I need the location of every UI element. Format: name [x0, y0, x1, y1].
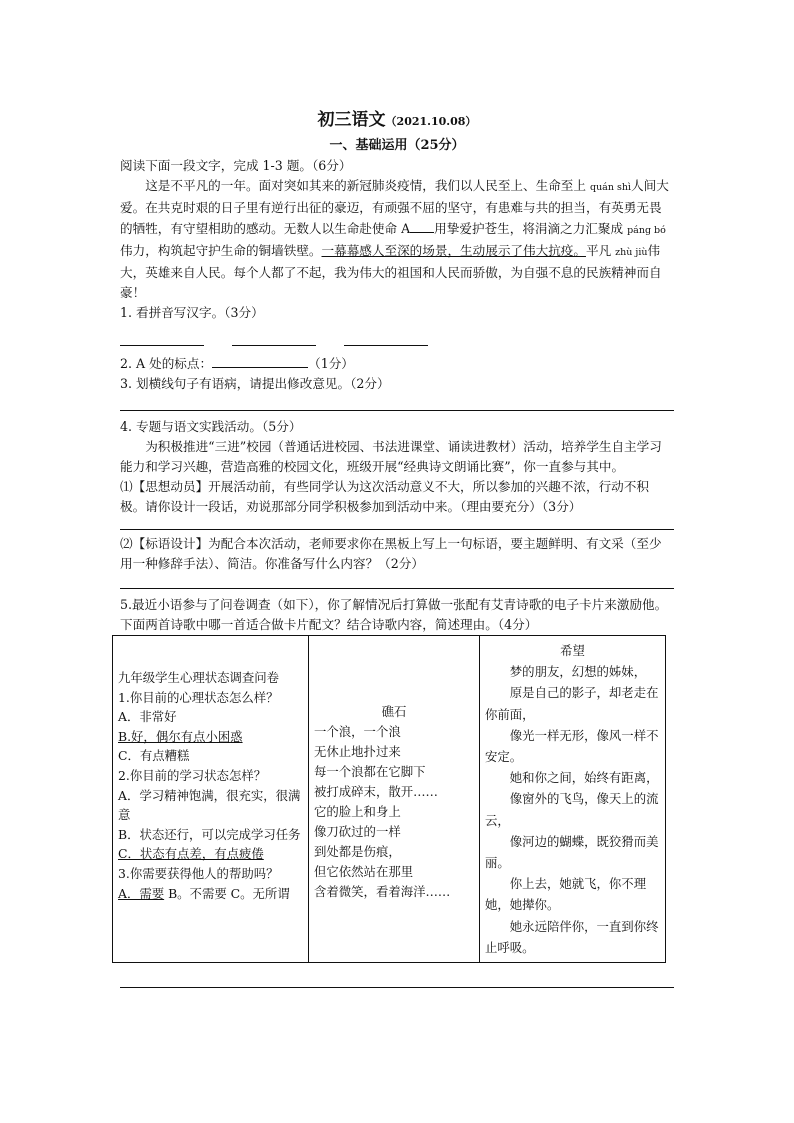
- survey-cell: 九年级学生心理状态调查问卷 1.你目前的心理状态怎么样？ A．非常好 B.好，偶尔有点小困惑 C．有点糟糕 2.你目前的学习状态怎样？ A．学习精神饱满，很充实，很满意 B．状态还行，可以完成学习任务 C．状态有点差，有点疲倦 3.你需要获得他人的帮助吗？ A．需要 B。不需要 C。无所谓: [113, 636, 309, 963]
- survey-selected-answer: C．状态有点差，有点疲倦: [118, 846, 264, 862]
- survey-title: 九年级学生心理状态调查问卷: [118, 670, 280, 685]
- poem-2-cell: 希望 梦的朋友，幻想的姊妹， 原是自己的影子，却老走在你前面， 像光一样无形，像风一样不安定。 她和你之间，始终有距离， 像窗外的飞鸟，像天上的流云， 像河边的蝴蝶，既狡猾而美丽。 你上去，她就飞，你不理她，她撵你。 她永远陪伴你，一直到你终止呼吸。: [480, 636, 666, 963]
- answer-blank[interactable]: [212, 353, 308, 368]
- poem-1-cell: 礁石 一个浪，一个浪 无休止地扑过来 每一个浪都在它脚下 被打成碎末，散开…… 它的脸上和身上 像刀砍过的一样 到处都是伤痕， 但它依然站在那里 含着微笑，看着海洋……: [309, 636, 480, 963]
- page-title: [120, 104, 674, 136]
- answer-blank[interactable]: [344, 331, 428, 346]
- section-heading: 一、基础运用（25分）: [329, 138, 465, 153]
- poem-table: [112, 635, 666, 963]
- answer-blank[interactable]: [120, 331, 204, 346]
- title-text: 初三语文: [317, 110, 386, 130]
- survey-selected-answer: A．需要: [118, 885, 165, 901]
- reading-intro: 阅读下面一段文字，完成 1-3 题。（6分）: [120, 158, 352, 173]
- answer-line: [120, 987, 674, 988]
- worksheet-page: [120, 104, 674, 988]
- title-date: （2021.10.08）: [385, 115, 477, 128]
- question-5: 5.最近小语参与了问卷调查（如下），你了解情况后打算做一张配有艾青诗歌的电子卡片来激励他。下面两首诗歌中哪一首适合做卡片配文？结合诗歌内容，简述理由。（4分）: [120, 597, 668, 632]
- pinyin-3: zhù jiù: [615, 247, 648, 258]
- question-4: 4. 专题与语文实践活动。（5分）: [120, 419, 302, 434]
- survey-selected-answer: B.好，偶尔有点小困惑: [118, 728, 243, 744]
- poem-1-title: 礁石: [381, 704, 407, 719]
- question-4-text: 为积极推进“三进”校园（普通话进校园、书法进课堂、诵读进教材）活动，培养学生自主学习能力和学习兴趣，营造高雅的校园文化，班级开展“经典诗文朗诵比赛”，你一直参与其中。: [120, 439, 662, 474]
- poem-2-title: 希望: [560, 643, 585, 658]
- question-3: 3. 划横线句子有语病，请提出修改意见。（2分）: [120, 376, 390, 391]
- question-4-1: ⑴【思想动员】开展活动前，有些同学认为这次活动意义不大，所以参加的兴趣不浓，行动不积极。请你设计一段话，劝说那部分同学积极参加到活动中来。（理由要充分）（3分）: [120, 479, 649, 514]
- answer-blank[interactable]: [232, 331, 316, 346]
- reading-passage: 这是不平凡的一年。面对突如其来的新冠肺炎疫情，我们以人民至上、生命至上 quán shì人间大爱。在共克时艰的日子里有逆行出征的豪迈，有顽强不屈的坚守，有患难与共的担当，有英勇无畏的牺牲，有守望相助的感动。无数人以生命赴使命 A 用挚爱护苍生，将涓滴之力汇聚成 páng bó伟力，构筑起守护生命的铜墙铁壁。一幕幕感人至深的场景，生动展示了伟大抗疫。平凡 zhù jiù伟大，英雄来自人民。每个人都了不起，我为伟大的祖国和人民而骄傲，为自强不息的民族精神而自豪！: [120, 178, 669, 300]
- blank-a: [410, 218, 434, 233]
- question-1: 1. 看拼音写汉字。（3分）: [120, 305, 264, 320]
- underlined-sentence: 一幕幕感人至深的场景，生动展示了伟大抗疫。: [321, 243, 586, 258]
- question-2: 2. A 处的标点： （1分）: [120, 353, 674, 374]
- answer-blanks-1: [120, 323, 674, 353]
- pinyin-1: quán shì: [589, 182, 632, 193]
- question-4-2: ⑵【标语设计】为配合本次活动，老师要求你在黑板上写上一句标语，要主题鲜明、有文采（至少用一种修辞手法）、简洁。你准备写什么内容？（2分）: [120, 536, 662, 571]
- pinyin-2: páng bó: [627, 225, 666, 236]
